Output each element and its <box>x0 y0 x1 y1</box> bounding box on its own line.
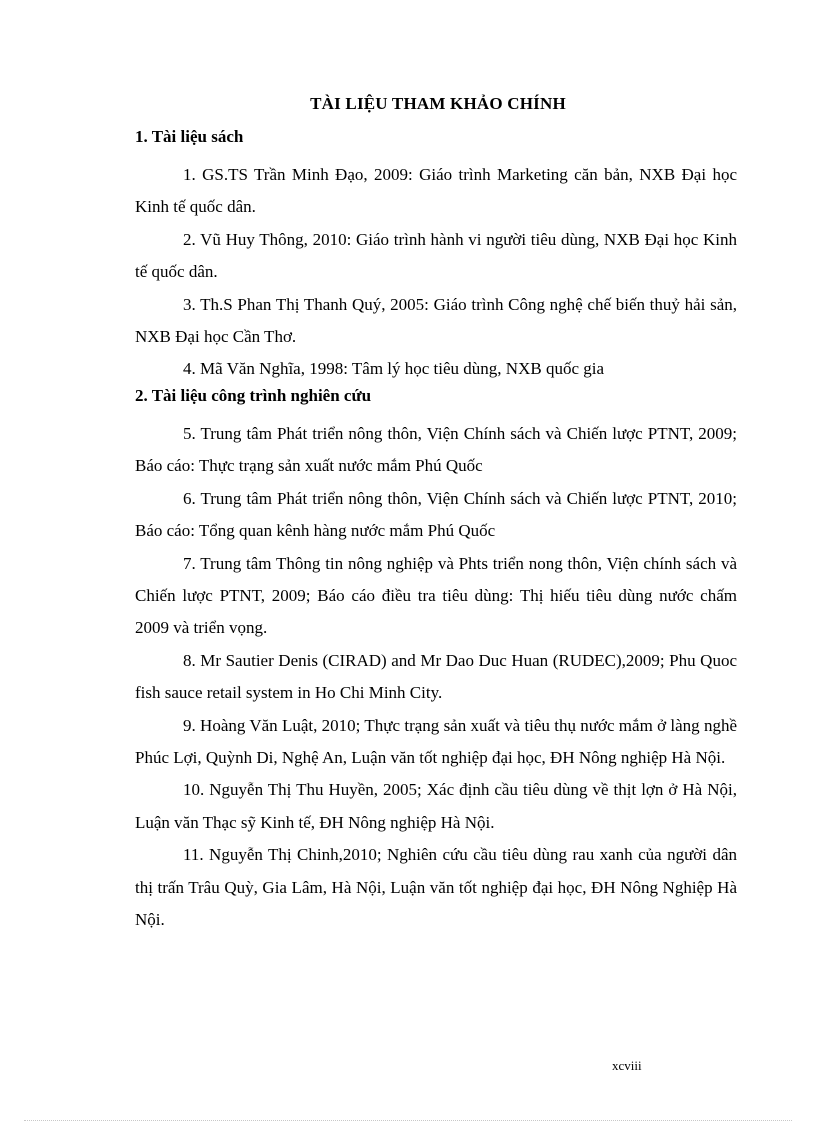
page-number: xcviii <box>612 1058 642 1073</box>
reference-list-books <box>135 159 737 386</box>
page-bottom-divider <box>24 1120 792 1121</box>
page-title: TÀI LIỆU THAM KHẢO CHÍNH <box>310 94 566 113</box>
reference-item: 4. Mã Văn Nghĩa, 1998: Tâm lý học tiêu dùng, NXB quốc gia <box>183 359 605 379</box>
reference-item: 2. Vũ Huy Thông, 2010: Giáo trình hành vi người tiêu dùng, NXB Đại học Kinh tế quốc dân. <box>135 229 737 282</box>
section-heading-research: 2. Tài liệu công trình nghiên cứu <box>135 386 372 405</box>
section-heading-books: 1. Tài liệu sách <box>135 127 244 146</box>
reference-item: 5. Trung tâm Phát triển nông thôn, Viện Chính sách và Chiến lược PTNT, 2009; Báo cáo: Thực trạng sản xuất nước mắm Phú Quốc <box>135 424 737 476</box>
reference-item: 6. Trung tâm Phát triển nông thôn, Viện Chính sách và Chiến lược PTNT, 2010; Báo cáo: Tổng quan kênh hàng nước mắm Phú Quốc <box>135 488 737 541</box>
reference-list-research <box>135 418 737 937</box>
reference-item: 8. Mr Sautier Denis (CIRAD) and Mr Dao Duc Huan (RUDEC),2009; Phu Quoc fish sauce retail system in Ho Chi Minh City. <box>135 650 737 703</box>
reference-item: 3. Th.S Phan Thị Thanh Quý, 2005: Giáo trình Công nghệ chế biến thuỷ hải sản, NXB Đại học Cần Thơ. <box>135 294 737 347</box>
reference-item: 11. Nguyễn Thị Chinh,2010; Nghiên cứu cầu tiêu dùng rau xanh của người dân thị trấn Trâu Quỳ, Gia Lâm, Hà Nội, Luận văn tốt nghiệp đại học, ĐH Nông Nghiệp Hà Nội. <box>135 845 737 930</box>
reference-item: 1. GS.TS Trần Minh Đạo, 2009: Giáo trình Marketing căn bản, NXB Đại học Kinh tế quốc dân. <box>135 165 737 217</box>
reference-item: 7. Trung tâm Thông tin nông nghiệp và Phts triển nong thôn, Viện chính sách và Chiến lược PTNT, 2009; Báo cáo điều tra tiêu dùng: Thị hiếu tiêu dùng nước chấm 2009 và triển vọng. <box>135 553 737 638</box>
reference-item: 9. Hoàng Văn Luật, 2010; Thực trạng sản xuất và tiêu thụ nước mắm ở làng nghề Phúc Lợi, Quỳnh Di, Nghệ An, Luận văn tốt nghiệp đại học, ĐH Nông nghiệp Hà Nội. <box>135 715 737 768</box>
reference-item: 10. Nguyễn Thị Thu Huyền, 2005; Xác định cầu tiêu dùng về thịt lợn ở Hà Nội, Luận văn Thạc sỹ Kinh tế, ĐH Nông nghiệp Hà Nội. <box>135 780 737 832</box>
